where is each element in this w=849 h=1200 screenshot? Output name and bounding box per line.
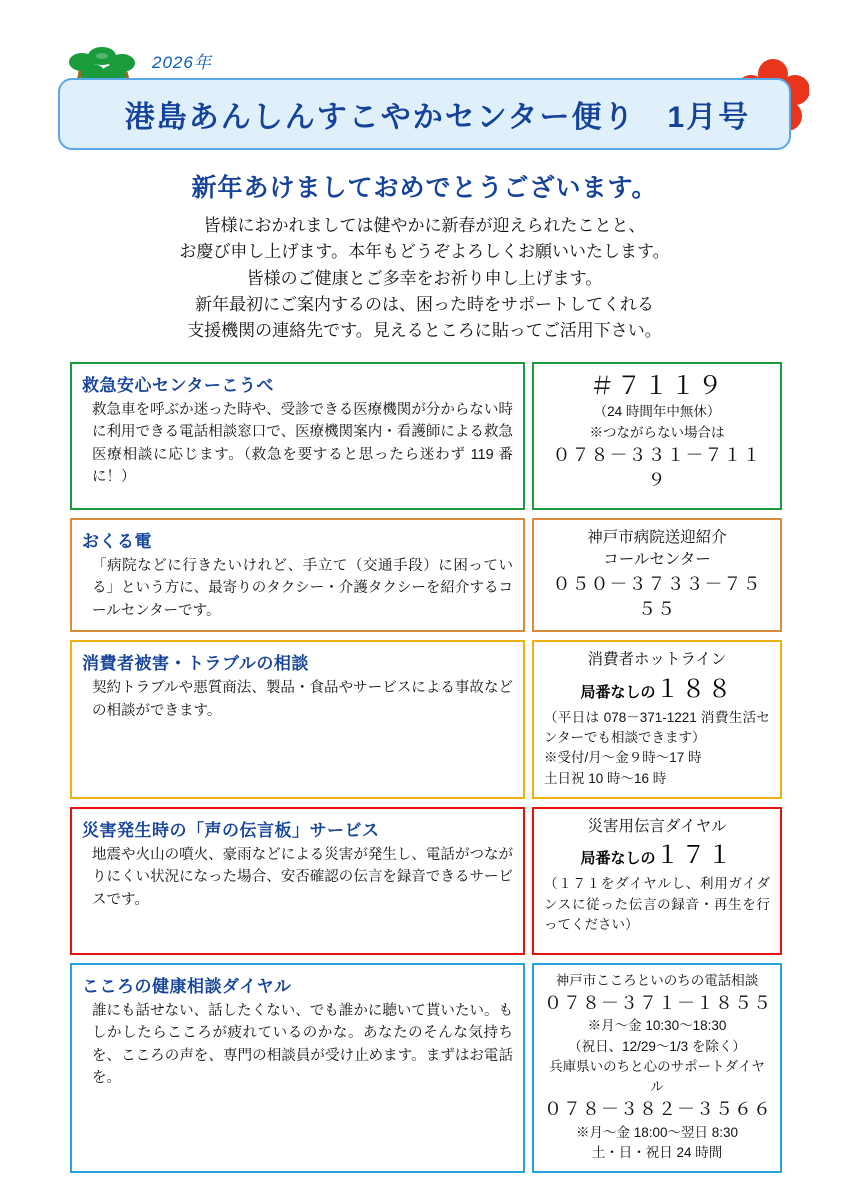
contact-org-name-2: 兵庫県いのちと心のサポートダイヤル	[549, 1058, 765, 1095]
contact-number-prefix-label: 局番なしの	[580, 683, 656, 701]
contact-number-cell	[532, 640, 782, 798]
greeting-block	[58, 168, 791, 345]
greeting-line: 皆様のご健康とご多幸をお祈り申し上げます。	[246, 268, 603, 288]
contact-body: 誰にも話せない、話したくない、でも誰かに聴いて貰いたい。もしかしたらこころが疲れているのかな。あなたのそんな気持ちを、こころの声を、専門の相談員が受け止めます。まずはお電話を。	[92, 1002, 513, 1087]
contact-org-name: 神戸市病院送迎紹介	[587, 529, 727, 546]
contact-title: こころの健康相談ダイヤル	[82, 976, 292, 996]
contact-number-prefix-label: 局番なしの	[580, 850, 656, 868]
contact-title: おくる電	[82, 532, 152, 551]
contact-title: 災害発生時の「声の伝言板」サービス	[82, 820, 380, 840]
contact-alt-number: ０７８－３３１－７１１９	[552, 444, 762, 490]
contact-row	[70, 807, 782, 955]
contact-main-number-line	[544, 838, 770, 874]
contact-main-number: ０５０－３７３３－７５５５	[552, 573, 762, 620]
contact-main-number-line	[544, 672, 770, 708]
contact-note: ※つながらない場合は	[589, 424, 725, 440]
contact-hours-weekend: 土・日・祝日 24 時間	[591, 1144, 723, 1160]
contact-body: 契約トラブルや悪質商法、製品・食品やサービスによる事故などの相談ができます。	[92, 680, 513, 719]
contact-description-cell	[70, 963, 525, 1173]
greeting-line: 支援機関の連絡先です。見えるところに貼ってご活用下さい。	[187, 321, 662, 341]
greeting-line: お慶び申し上げます。本年もどうぞよろしくお願いいたします。	[179, 242, 670, 262]
greeting-headline: 新年あけましておめでとうございます。	[191, 174, 658, 202]
contact-main-number: ０７８－３７１－１８５５	[544, 993, 772, 1014]
contact-note: （１７１をダイヤルし、利用ガイダンスに従った伝言の録音・再生を行ってください）	[544, 876, 770, 932]
contact-main-number: ＃７１１９	[589, 372, 725, 400]
contact-org-name-2: コールセンター	[603, 551, 711, 569]
contact-description-cell	[70, 518, 525, 632]
contact-main-number: １７１	[655, 842, 734, 870]
contact-note: （平日は 078－371-1221 消費生活センターでも相談できます）	[544, 709, 770, 746]
contact-org-name: 神戸市こころといのちの電話相談	[555, 972, 759, 988]
page-title: 港島あんしんすこやかセンター便り 1月号	[124, 101, 751, 134]
newsletter-title-bar	[58, 78, 791, 150]
year-label: 2026年	[152, 53, 212, 72]
contact-hours: （24 時間年中無休）	[593, 404, 721, 420]
contact-holiday-note: （祝日、12/29～1/3 を除く）	[568, 1038, 746, 1054]
contact-org-name: 消費者ホットライン	[587, 651, 727, 669]
contact-row	[70, 963, 782, 1173]
contact-title: 消費者被害・トラブルの相談	[82, 654, 309, 674]
contact-body: 地震や火山の噴火、豪雨などによる災害が発生し、電話がつながりにくい状況になった場合、安否確認の伝言を録音できるサービスです。	[92, 846, 513, 908]
contact-row	[70, 640, 782, 798]
contact-row	[70, 362, 782, 510]
contact-body: 「病院などに行きたいけれど、手立て（交通手段）に困っている」という方に、最寄りのタクシー・介護タクシーを紹介するコールセンターです。	[92, 558, 513, 619]
contact-title: 救急安心センターこうべ	[82, 376, 274, 395]
contact-org-name: 災害用伝言ダイヤル	[587, 817, 727, 835]
contact-hours: ※月～金 10:30～18:30	[587, 1018, 727, 1034]
greeting-line: 新年最初にご案内するのは、困った時をサポートしてくれる	[195, 295, 654, 315]
contact-hours-weekend: 土日祝 10 時～16 時	[544, 770, 667, 786]
contact-hours-2: ※月～金 18:00～翌日 8:30	[575, 1124, 739, 1140]
contact-number-cell	[532, 518, 782, 632]
greeting-line: 皆様におかれましては健やかに新春が迎えられたことと、	[203, 216, 646, 235]
contact-list	[70, 362, 782, 1181]
contact-description-cell	[70, 807, 525, 955]
contact-main-number: １８８	[655, 675, 734, 703]
contact-number-cell	[532, 362, 782, 510]
contact-row	[70, 518, 782, 632]
contact-alt-number: ０７８－３８２－３５６６	[544, 1099, 772, 1120]
contact-description-cell	[70, 640, 525, 798]
contact-body: 救急車を呼ぶか迷った時や、受診できる医療機関が分からない時に利用できる電話相談窓口で、医療機関案内・看護師による救急医療相談に応じます。（救急を要すると思ったら迷わず 119 番に！）	[92, 402, 513, 486]
contact-number-cell	[532, 807, 782, 955]
contact-hours: ※受付/月～金９時～17 時	[544, 750, 702, 766]
contact-description-cell	[70, 362, 525, 510]
contact-number-cell	[532, 963, 782, 1173]
